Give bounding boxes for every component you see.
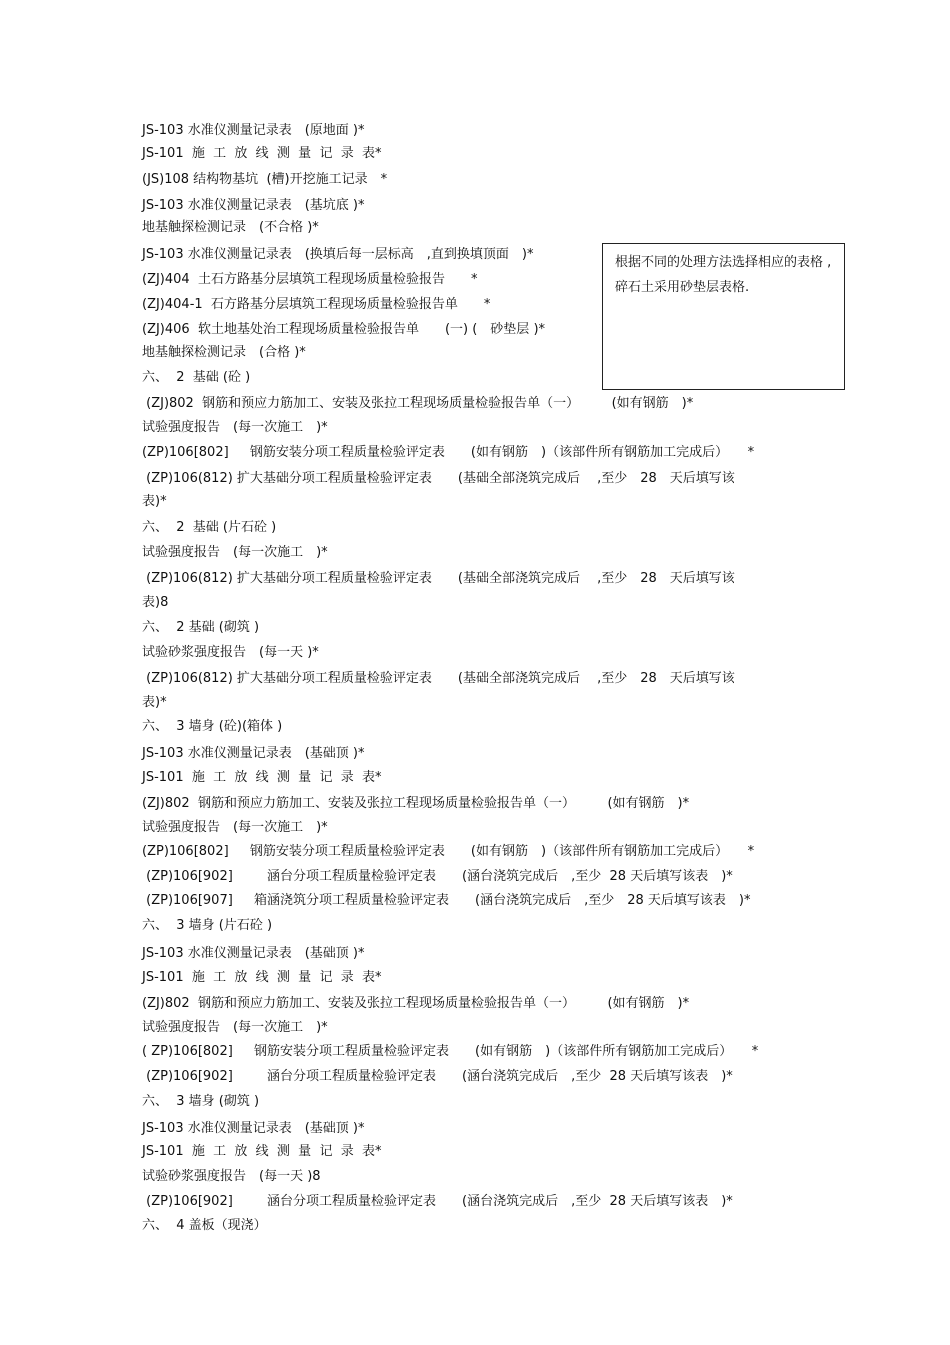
text-line: JS-101 施 工 放 线 测 量 记 录 表* bbox=[142, 970, 382, 985]
text-line: (ZP)106[902] 涵台分项工程质量检验评定表 (涵台浇筑完成后 ,至少 28 天后填写该表 )* bbox=[142, 1194, 733, 1209]
text-line: (ZJ)406 软土地基处治工程现场质量检验报告单 (一) ( 砂垫层 )* bbox=[142, 322, 546, 337]
text-line: JS-103 水准仪测量记录表 (基础顶 )* bbox=[142, 1121, 365, 1136]
text-line: 六、 3 墙身 (砼)(箱体 ) bbox=[142, 719, 283, 734]
text-line: JS-103 水准仪测量记录表 (换填后每一层标高 ,直到换填顶面 )* bbox=[142, 247, 534, 262]
text-line: 六、 2 基础 (砼 ) bbox=[142, 370, 251, 385]
text-line: 表)8 bbox=[142, 595, 169, 610]
side-note-text: 根据不同的处理方法选择相应的表格 ,碎石土采用砂垫层表格. bbox=[615, 255, 832, 295]
side-note-box bbox=[602, 243, 845, 390]
text-line: JS-101 施 工 放 线 测 量 记 录 表* bbox=[142, 146, 382, 161]
text-line: 表)* bbox=[142, 494, 167, 509]
text-line: (ZP)106[802] 钢筋安装分项工程质量检验评定表 (如有钢筋 )（该部件所有钢筋加工完成后） * bbox=[142, 844, 755, 859]
text-line: JS-103 水准仪测量记录表 (基坑底 )* bbox=[142, 198, 365, 213]
text-line: (ZP)106[907] 箱涵浇筑分项工程质量检验评定表 (涵台浇筑完成后 ,至少 28 天后填写该表 )* bbox=[142, 893, 751, 908]
text-line: (JS)108 结构物基坑 (槽)开挖施工记录 * bbox=[142, 172, 388, 187]
text-line: (ZP)106[902] 涵台分项工程质量检验评定表 (涵台浇筑完成后 ,至少 28 天后填写该表 )* bbox=[142, 1069, 733, 1084]
text-line: 六、 3 墙身 (片石砼 ) bbox=[142, 918, 273, 933]
text-line: (ZP)106[802] 钢筋安装分项工程质量检验评定表 (如有钢筋 )（该部件所有钢筋加工完成后） * bbox=[142, 445, 755, 460]
text-line: 六、 2 基础 (片石砼 ) bbox=[142, 520, 277, 535]
text-line: 六、 4 盖板（现浇） bbox=[142, 1218, 267, 1233]
text-line: 六、 2 基础 (砌筑 ) bbox=[142, 620, 260, 635]
text-line: ( ZP)106[802] 钢筋安装分项工程质量检验评定表 (如有钢筋 )（该部件所有钢筋加工完成后） * bbox=[142, 1044, 759, 1059]
text-line: (ZJ)802 钢筋和预应力筋加工、安装及张拉工程现场质量检验报告单（一） (如有钢筋 )* bbox=[142, 796, 690, 811]
text-line: 试验强度报告 (每一次施工 )* bbox=[142, 545, 328, 560]
text-line: JS-101 施 工 放 线 测 量 记 录 表* bbox=[142, 1144, 382, 1159]
text-line: (ZP)106[902] 涵台分项工程质量检验评定表 (涵台浇筑完成后 ,至少 28 天后填写该表 )* bbox=[142, 869, 733, 884]
text-line: 表)* bbox=[142, 695, 167, 710]
text-line: 试验强度报告 (每一次施工 )* bbox=[142, 1020, 328, 1035]
text-line: 试验强度报告 (每一次施工 )* bbox=[142, 820, 328, 835]
text-line: JS-103 水准仪测量记录表 (基础顶 )* bbox=[142, 746, 365, 761]
text-line: (ZJ)802 钢筋和预应力筋加工、安装及张拉工程现场质量检验报告单（一） (如有钢筋 )* bbox=[142, 396, 694, 411]
text-line: 地基触探检测记录 (不合格 )* bbox=[142, 220, 319, 235]
text-line: 六、 3 墙身 (砌筑 ) bbox=[142, 1094, 260, 1109]
text-line: 试验砂浆强度报告 (每一天 )* bbox=[142, 645, 319, 660]
text-line: (ZP)106(812) 扩大基础分项工程质量检验评定表 (基础全部浇筑完成后 ,至少 28 天后填写该 bbox=[142, 671, 735, 686]
text-line: (ZP)106(812) 扩大基础分项工程质量检验评定表 (基础全部浇筑完成后 ,至少 28 天后填写该 bbox=[142, 571, 735, 586]
text-line: 试验强度报告 (每一次施工 )* bbox=[142, 420, 328, 435]
text-line: 试验砂浆强度报告 (每一天 )8 bbox=[142, 1169, 321, 1184]
text-line: JS-103 水准仪测量记录表 (原地面 )* bbox=[142, 123, 365, 138]
text-line: (ZJ)802 钢筋和预应力筋加工、安装及张拉工程现场质量检验报告单（一） (如有钢筋 )* bbox=[142, 996, 690, 1011]
text-line: (ZJ)404-1 石方路基分层填筑工程现场质量检验报告单 * bbox=[142, 297, 491, 312]
text-line: (ZJ)404 土石方路基分层填筑工程现场质量检验报告 * bbox=[142, 272, 478, 287]
text-line: (ZP)106(812) 扩大基础分项工程质量检验评定表 (基础全部浇筑完成后 ,至少 28 天后填写该 bbox=[142, 471, 735, 486]
text-line: JS-103 水准仪测量记录表 (基础顶 )* bbox=[142, 946, 365, 961]
text-line: JS-101 施 工 放 线 测 量 记 录 表* bbox=[142, 770, 382, 785]
text-line: 地基触探检测记录 (合格 )* bbox=[142, 345, 306, 360]
